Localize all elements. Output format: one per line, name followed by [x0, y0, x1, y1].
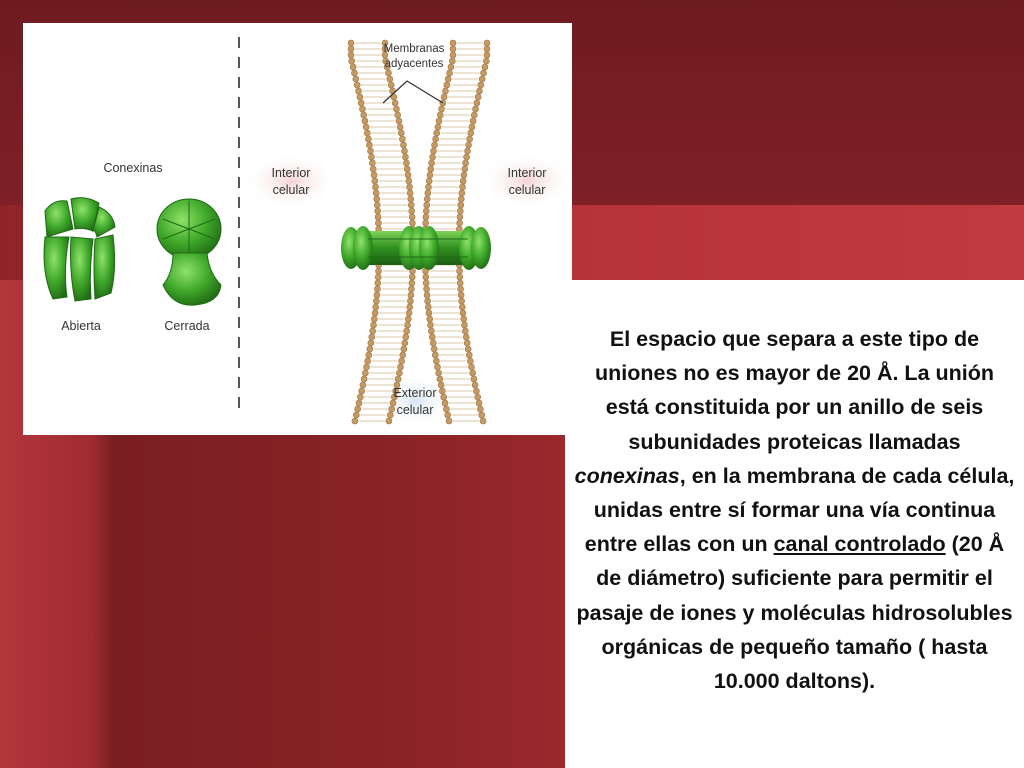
- connexin-closed-illustration: [157, 199, 221, 305]
- connexon-channel: [341, 226, 491, 270]
- text-part-3: (20 Å de diámetro) suficiente para permitir el pasaje de iones y moléculas hidrosolubles orgánicas de pequeño tamaño ( hasta 10.000 daltons).: [576, 532, 1013, 694]
- text-part-2: , en la membrana de cada célula, unidas entre sí formar una vía continua entre ellas con un: [584, 463, 1015, 557]
- label-membranas-line2: adyacentes: [384, 58, 444, 70]
- label-abierta: Abierta: [61, 319, 101, 333]
- text-conexinas-italic: conexinas: [574, 463, 680, 488]
- gap-junction-figure: [23, 23, 572, 435]
- text-canal-controlado-underlined: canal controlado: [773, 532, 946, 557]
- label-conexinas: Conexinas: [103, 161, 163, 175]
- label-exterior-line1: Exterior: [393, 386, 437, 400]
- label-interior-left-line2: celular: [272, 183, 310, 197]
- label-interior-right-line2: celular: [508, 183, 546, 197]
- description-paragraph: [573, 322, 1016, 698]
- description-panel: [565, 280, 1024, 768]
- label-cerrada: Cerrada: [164, 319, 210, 333]
- label-interior-left-line1: Interior: [271, 166, 311, 180]
- interior-left-glow: [243, 153, 339, 209]
- label-membranas-line1: Membranas: [383, 43, 445, 55]
- text-part-1: El espacio que separa a este tipo de uniones no es mayor de 20 Å. La unión está constituida por un anillo de seis subunidades proteicas llamadas: [594, 327, 995, 454]
- label-interior-right-line1: Interior: [507, 166, 547, 180]
- label-exterior-line2: celular: [396, 403, 434, 417]
- gap-junction-diagram: [23, 23, 572, 435]
- interior-right-glow: [479, 153, 572, 209]
- connexin-open-illustration: [44, 198, 115, 301]
